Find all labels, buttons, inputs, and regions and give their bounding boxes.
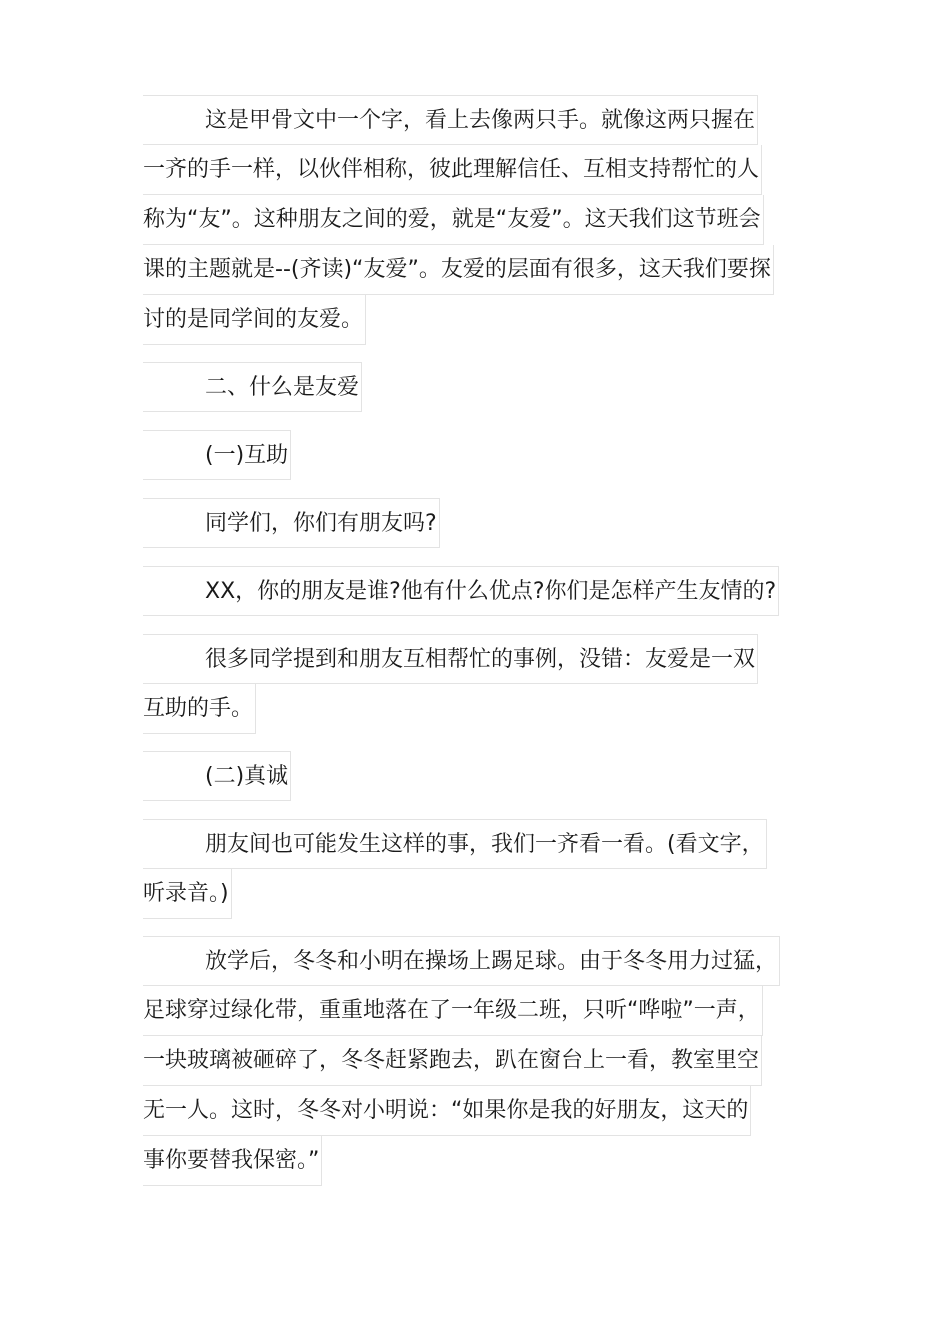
subsection-heading: [143, 430, 291, 480]
text-line: 听录音。): [143, 869, 232, 919]
paragraph-intro: [143, 95, 774, 345]
text-line: 二、什么是友爱: [143, 362, 362, 412]
subsection-heading: [143, 751, 291, 801]
text-line: 课的主题就是--(齐读)“友爱”。友爱的层面有很多，这天我们要探: [143, 245, 774, 295]
text-line: 这是甲骨文中一个字，看上去像两只手。就像这两只握在: [143, 95, 758, 145]
text-line: 互助的手。: [143, 684, 256, 734]
paragraph-body: [143, 819, 767, 919]
text-line: 讨的是同学间的友爱。: [143, 295, 366, 345]
text-line: 一齐的手一样，以伙伴相称，彼此理解信任、互相支持帮忙的人: [143, 145, 762, 195]
text-line: 足球穿过绿化带，重重地落在了一年级二班，只听“哗啦”一声，: [143, 986, 763, 1036]
text-line: 无一人。这时，冬冬对小明说：“如果你是我的好朋友，这天的: [143, 1086, 751, 1136]
text-line: XX，你的朋友是谁?他有什么优点?你们是怎样产生友情的?: [143, 566, 779, 616]
text-line: 称为“友”。这种朋友之间的爱，就是“友爱”。这天我们这节班会: [143, 195, 764, 245]
paragraph-body: [143, 634, 758, 734]
paragraph-question: [143, 566, 779, 616]
text-line: 朋友间也可能发生这样的事，我们一齐看一看。(看文字，: [143, 819, 767, 869]
text-line: (二)真诚: [143, 751, 291, 801]
paragraph-story: [143, 936, 780, 1186]
text-line: 同学们，你们有朋友吗?: [143, 498, 440, 548]
text-line: 一块玻璃被砸碎了，冬冬赶紧跑去，趴在窗台上一看，教室里空: [143, 1036, 762, 1086]
text-line: 放学后，冬冬和小明在操场上踢足球。由于冬冬用力过猛，: [143, 936, 780, 986]
section-heading: [143, 362, 362, 412]
paragraph-question: [143, 498, 440, 548]
text-line: 很多同学提到和朋友互相帮忙的事例，没错：友爱是一双: [143, 634, 758, 684]
text-line: (一)互助: [143, 430, 291, 480]
text-line: 事你要替我保密。”: [143, 1136, 322, 1186]
